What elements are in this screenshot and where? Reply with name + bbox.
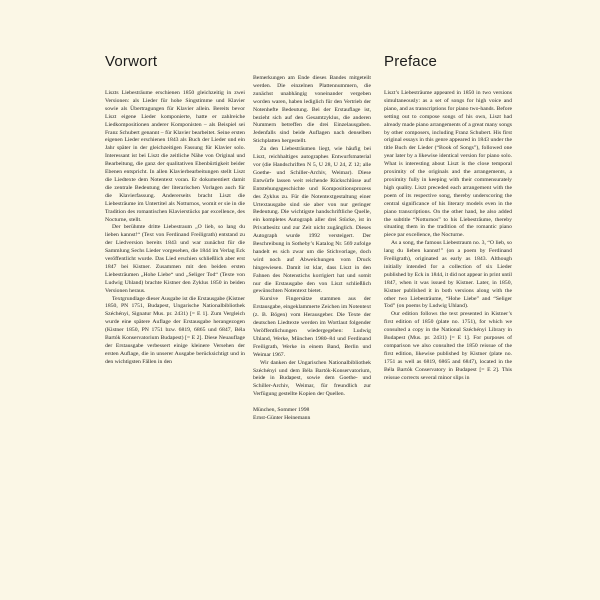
german-continuation-column: [253, 75, 371, 595]
german-paragraph-3: Textgrundlage dieser Ausgabe ist die Erstausgabe (Kistner 1850, PN 1751, Budapest, Ungarische Nationalbibliothek Széchényi, Signatur Mus. pr. 2431) [= E 1]. Zum Vergleich wurde eine spätere Auflage der Erstausgabe herangezogen (Kistner 1850, PN 1751 bzw. 6819, 6865 und 6847, Béla Bartók Konservatorium Budapest) [= E 2]. Diese Neuauflage der Erstausgabe verbessert einige kleinere Versehen der ersten Auflage, die in unserer Ausgabe berücksichtigt und in den wichtigsten Fällen in den: [105, 295, 245, 365]
german-paragraph-1: Liszts Liebesträume erschienen 1850 gleichzeitig in zwei Versionen: als Lieder für hohe Singstimme und Klavier sowie als Übertragungen für Klavier allein. Bereits bevor Liszt eigene Lieder komponierte, hatte er zahlreiche Liedkompositionen anderer Komponisten – als Beispiel sei Franz Schubert genannt – für Klavier bearbeitet. Seine ersten eigenen Lieder erschienen 1843 als Buch der Lieder und ein Jahr später in der gleichzeitigen Fassung für Klavier solo. Interessant ist bei Liszt die zeitliche Nähe von Original und Bearbeitung, die ganz der qualitativen Ebenbürtigkeit beider Ebenen entspricht. In allen Klavierbearbeitungen stellt Liszt die Liedtexte dem Notentext voran. Er dokumentiert damit die zentrale Bedeutung der literarischen Vorlagen auch für die Klavierfassung. Andererseits bracht Liszt die Liebesträume im Untertitel als Notturnos, womit er sie in die Tradition des romantischen Klavierstücks par excellence, des Nocturne, stellt.: [105, 90, 245, 223]
english-preface-column: [384, 53, 512, 593]
english-paragraph-2: As a song, the famous Liebestraum no. 3, “O lieb, so lang du lieben kannst!” (on a poem by Ferdinand Freiligrath), originated as early as 1843. Although initially intended for a collection of six Lieder published by Eck in 1844, it did not appear in print until 1847, when it was issued by Kistner. Later, in 1850, Kistner published it in both versions along with the other two Liebesträume, “Hohe Liebe” and “Seliger Tod” (on poems by Ludwig Uhland).: [384, 240, 512, 310]
german-cont-paragraph-4: Wir danken der Ungarischen Nationalbibliothek Széchényi und dem Béla Bartók-Konservatorium, beide in Budapest, sowie dem Goethe- und Schiller-Archiv, Weimar, für freundlich zur Verfügung gestellte Kopien der Quellen.: [253, 359, 371, 398]
german-preface-column: [105, 53, 245, 593]
german-heading: Vorwort: [105, 53, 158, 70]
english-heading: Preface: [384, 53, 438, 70]
german-cont-paragraph-2: Zu den Liebesträumen liegt, wie häufig bei Liszt, reichhaltiges autographes Entwurfsmaterial vor (die Handschriften N 5, U 28, U 24, Z 12; alle Goethe- und Schiller-Archiv, Weimar). Diese Entwürfe lassen weit reichende Rückschlüsse auf Entstehungsgeschichte und Kompositionsprozess des Zyklus zu. Für die Notentextgestaltung einer Urtextausgabe sind sie aber von nur geringer Bedeutung. Die wichtigste handschriftliche Quelle, ein kompletes Autograph aller drei Stücke, ist in Privatbesitz und zur Zeit nicht zugänglich. Dieses Autograph wurde 1992 versteigert. Der Beschreibung in Sotheby’s Katalog Nr. 569 zufolge handelt es sich zwar um die Stichvorlage, doch wird noch auf Abweichungen vom Druck hingewiesen. Damit ist klar, dass Liszt in den Fahnen des Notenstichs korrigiert hat und somit nur die Erstausgabe den von Liszt schließlich gewünschten Notentext bietet.: [253, 146, 371, 295]
english-paragraph-3: Our edition follows the text presented in Kistner’s first edition of 1850 (plate no. 1751), for which we consulted a copy in the National Széchényi Library in Budapest (Mus. pr. 2431) [= E 1]. For purposes of comparison we also consulted the 1850 reissue of the first edition, likewise published by Kistner (plate no. 1751 as well as 6819, 6865 and 6847), located in the Béla Bartók Conservatory in Budapest [= E 2]. This reissue corrects several minor slips in: [384, 311, 512, 381]
german-cont-paragraph-1: Bemerkungen am Ende dieses Bandes mitgeteilt werden. Die einzelnen Plattennummern, die zunächst unabhängig voneinander vergeben worden waren, haben lediglich für den Vertrieb der Notenhefte Bedeutung. Bei der Erstauflage ist, bezieht sich auf den Gesamtzyklus, die anderen Nummern betreffen die drei Einzelausgaben. Jedenfalls sind beide Auflagen nach denselben Stichplatten hergestellt.: [253, 75, 371, 145]
german-cont-paragraph-3: Kursive Fingersätze stammen aus der Erstausgabe, eingeklammerte Zeichen im Notentext (z. B. Bögen) vom Herausgeber. Die Texte der deutschen Liedtexte werden im Wortlaut folgender Veröffentlichungen wiedergegeben: Ludwig Uhland, Werke, München 1980–84 und Ferdinand Freiligrath, Werke in einem Band, Berlin und Weimar 1967.: [253, 296, 371, 358]
english-paragraph-1: Liszt’s Liebesträume appeared in 1850 in two versions simultaneously: as a set of songs for high voice and piano, and as transcriptions for piano two-hands. Before setting out to compose songs of his own, Liszt had already made piano arrangements of a great many songs by other composers, including Franz Schubert. His first original essays in this genre appeared in 1843 under the title Buch der Lieder (“Book of Songs”), followed one year later by a likewise identical version for piano solo. What is interesting about Liszt is the close temporal proximity of the originals and the arrangements, a proximity fully in keeping with their commensurately high quality. Liszt preceded each arrangement with the poem of its respective song, thereby underscoring the central significance of his literary models even in the piano transcriptions. On the other hand, he also added the subtitle “Notturnos” to his Liebesträume, thereby situating them in the tradition of the romantic piano piece par excellence, the Nocturne.: [384, 90, 512, 239]
german-paragraph-2: Der berühmte dritte Liebestraum „O lieb, so lang du lieben kannst!“ (Text von Ferdinand Freiligrath) entstand zu der Liedversion bereits 1843 und war zunächst für die Sammlung Sechs Lieder vorgesehen, die 1844 im Verlag Eck veröffentlicht wurde. Das Lied erschien schließlich aber erst 1847 bei Kistner. Zusammen mit den beiden ersten Liebesträumen „Hohe Liebe“ und „Seliger Tod“ (Texte von Ludwig Uhland) brachte Kistner den Zyklus 1850 in beiden Versionen heraus.: [105, 224, 245, 294]
signature: München, Sommer 1998 Ernst-Günter Heinemann: [253, 407, 311, 422]
